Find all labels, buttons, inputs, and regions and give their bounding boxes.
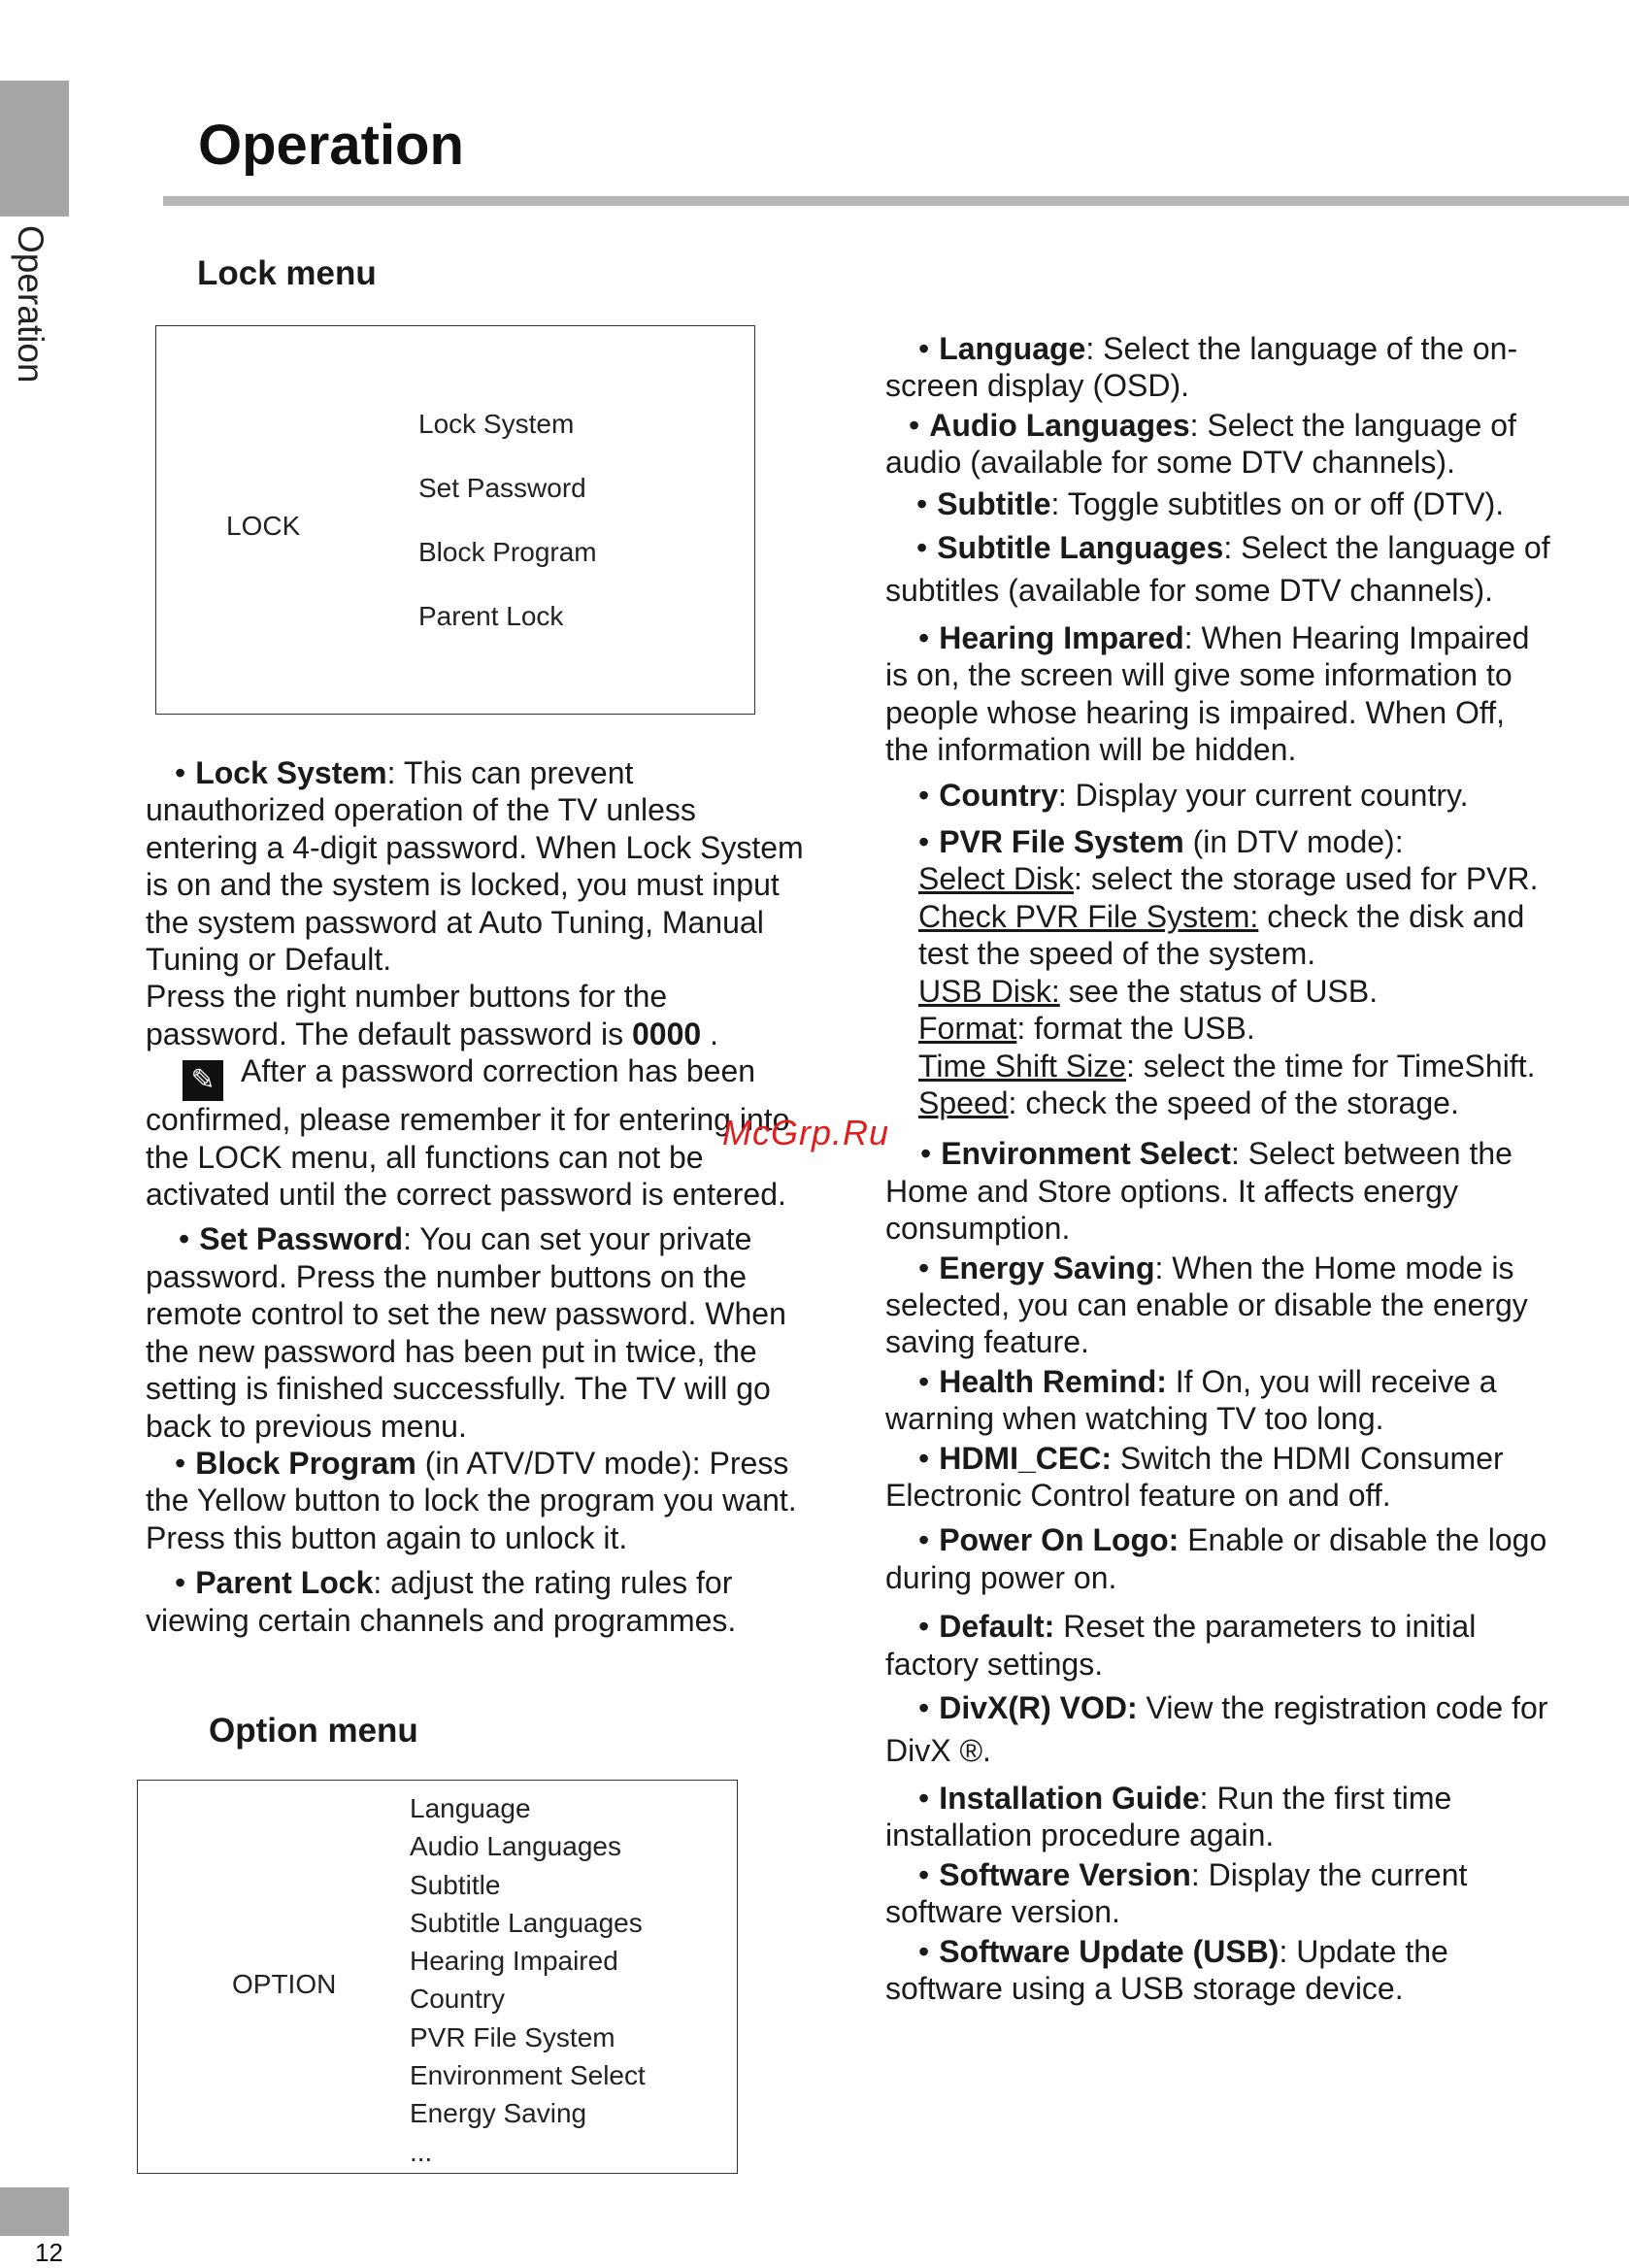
language-desc: • Language: Select the language of the on-screen display (OSD).	[885, 331, 1518, 404]
environment-select-desc: • Environment Select: Select between the Home and Store options. It affects energy consumption.	[885, 1136, 1513, 1247]
option-menu-item: ...	[410, 2136, 433, 2167]
pvr-line-check-file-system: Check PVR File System: check the disk and test the speed of the system.	[918, 898, 1525, 972]
lock-descriptions	[146, 754, 815, 1647]
country-desc: • Country: Display your current country.	[918, 777, 1469, 813]
subtitle-languages-desc: • Subtitle Languages: Select the language of subtitles (available for some DTV channels).	[885, 530, 1550, 609]
software-version-desc: • Software Version: Display the current software version.	[885, 1856, 1468, 1930]
block-program-desc: • Block Program (in ATV/DTV mode): Press the Yellow button to lock the program you want. Press this button again to unlock it.	[146, 1445, 797, 1555]
option-menu-item: Environment Select	[410, 2060, 646, 2091]
lock-menu-item: Block Program	[418, 537, 597, 567]
option-descriptions	[885, 330, 1555, 2015]
title-rule	[163, 196, 1629, 206]
pvr-line-usb-disk: USB Disk: see the status of USB.	[918, 973, 1379, 1009]
option-menu-item: Audio Languages	[410, 1831, 621, 1862]
parent-lock-desc: • Parent Lock: adjust the rating rules for viewing certain channels and programmes.	[146, 1565, 737, 1638]
option-menu-items	[410, 1793, 646, 2175]
pvr-line-format: Format: format the USB.	[918, 1011, 1255, 1047]
option-menu-item: Energy Saving	[410, 2098, 587, 2129]
software-update-desc: • Software Update (USB): Update the software using a USB storage device.	[885, 1933, 1448, 2007]
password-desc: Press the right number buttons for the password. The default password is 0000 .	[146, 979, 718, 1051]
option-menu-heading: Option menu	[209, 1712, 418, 1750]
lock-system-desc: • Lock System: This can prevent unauthorized operation of the TV unless entering a 4-digit password. When Lock System is on and the system is locked, you must input the system password at Auto Tuning, Manual Tuning or Default.	[146, 755, 804, 978]
option-menu-item: Country	[410, 1984, 506, 2015]
hearing-impaired-desc: • Hearing Impared: When Hearing Impaired is on, the screen will give some information to people whose hearing is impaired. When Off, the information will be hidden.	[885, 620, 1530, 768]
lock-menu-heading: Lock menu	[197, 254, 377, 292]
option-menu-item: Subtitle	[410, 1869, 501, 1900]
option-menu-item: Subtitle Languages	[410, 1907, 643, 1938]
side-section-label: Operation	[11, 225, 50, 384]
page-number-tab	[0, 2187, 69, 2236]
lock-menu-root: LOCK	[226, 511, 301, 541]
site-watermark: McGrp.Ru	[722, 1113, 890, 1152]
default-password: 0000	[632, 1016, 702, 1051]
page-number: 12	[35, 2238, 63, 2267]
note-pencil-icon: ✎	[183, 1060, 223, 1101]
divx-vod-desc: • DivX(R) VOD: View the registration code for DivX ®.	[885, 1690, 1548, 1768]
installation-guide-desc: • Installation Guide: Run the first time installation procedure again.	[885, 1781, 1452, 1853]
option-menu-root: OPTION	[232, 1969, 337, 1999]
health-remind-desc: • Health Remind: If On, you will receive a warning when watching TV too long.	[885, 1363, 1497, 1437]
hdmi-cec-desc: • HDMI_CEC: Switch the HDMI Consumer Electronic Control feature on and off.	[885, 1440, 1504, 1513]
pvr-line-speed: Speed: check the speed of the storage.	[918, 1084, 1459, 1120]
pvr-file-system-desc: • PVR File System (in DTV mode): Select Disk: select the storage used for PVR. Check PVR File System: check the disk and test the speed of the system. USB Disk: see the status of USB. Format: format the USB. Time Shift Size: select the time for TimeShift. Speed: check the speed of the storage.	[885, 823, 1555, 1121]
audio-languages-desc: • Audio Languages: Select the language of audio (available for some DTV channels).	[885, 407, 1516, 481]
lock-menu-item: Lock System	[418, 409, 575, 439]
page-title: Operation	[198, 114, 464, 177]
pvr-line-time-shift-size: Time Shift Size: select the time for TimeShift.	[918, 1048, 1536, 1084]
option-menu-item: PVR File System	[410, 2021, 615, 2052]
lock-menu-diagram	[155, 325, 755, 715]
lock-menu-items	[418, 409, 597, 665]
default-desc: • Default: Reset the parameters to initial factory settings.	[885, 1609, 1477, 1682]
option-menu-item: Hearing Impaired	[410, 1946, 618, 1977]
power-on-logo-desc: • Power On Logo: Enable or disable the logo during power on.	[885, 1522, 1547, 1595]
subtitle-desc: • Subtitle: Toggle subtitles on or off (DTV).	[916, 485, 1505, 521]
option-menu-item: Language	[410, 1793, 531, 1823]
side-tab-marker	[0, 81, 69, 217]
option-menu-diagram	[137, 1780, 738, 2174]
lock-menu-item: Set Password	[418, 473, 586, 503]
password-note: ✎ After a password correction has been confirmed, please remember it for entering into the LOCK menu, all functions can not be activated until the correct password is entered.	[146, 1053, 790, 1213]
lock-menu-item: Parent Lock	[418, 601, 564, 631]
pvr-line-select-disk: Select Disk: select the storage used for PVR.	[918, 861, 1539, 897]
energy-saving-desc: • Energy Saving: When the Home mode is selected, you can enable or disable the energy saving feature.	[885, 1250, 1528, 1360]
set-password-desc: • Set Password: You can set your private password. Press the number buttons on the remote control to set the new password. When the new password has been put in twice, the setting is finished successfully. The TV will go back to previous menu.	[146, 1221, 786, 1444]
